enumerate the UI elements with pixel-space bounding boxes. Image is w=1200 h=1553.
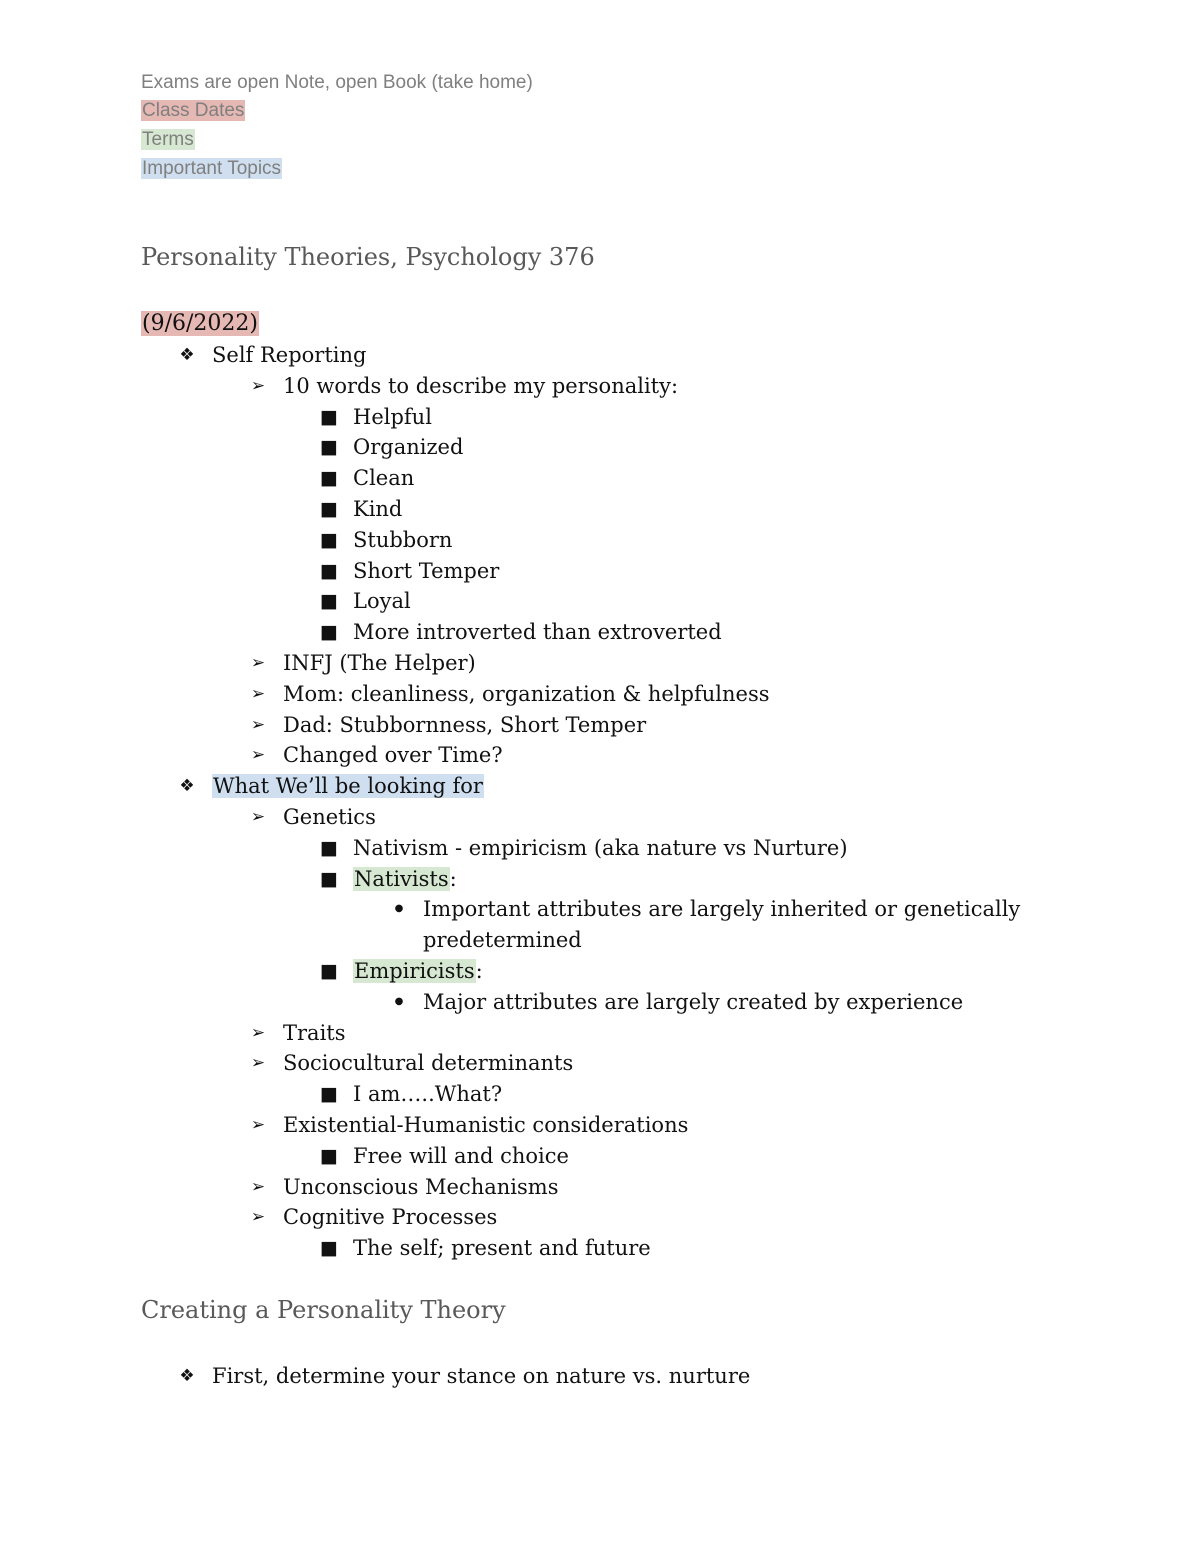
- outline-item-text: First, determine your stance on nature vs. nurture: [212, 1364, 751, 1388]
- outline-item-level-2: [283, 648, 476, 678]
- square-bullet-icon: ■: [320, 467, 338, 490]
- arrow-bullet-icon: ➢: [250, 683, 266, 704]
- outline-item-text: Kind: [353, 497, 403, 521]
- outline-item-text: Important attributes are largely inherited or genetically: [423, 897, 1021, 922]
- exam-note: Exams are open Note, open Book (take home): [141, 72, 533, 93]
- outline-item-text: INFJ (The Helper): [283, 651, 476, 675]
- arrow-bullet-icon: ➢: [250, 1176, 266, 1197]
- outline-item-level-1: [212, 340, 366, 370]
- outline-item-text: Nativists: [354, 866, 449, 891]
- outline-item-level-3: [353, 556, 499, 586]
- outline-item-level-2: [283, 1110, 688, 1140]
- square-bullet-icon: ■: [320, 1083, 338, 1106]
- outline-item-level-3: [353, 463, 414, 493]
- square-bullet-icon: ■: [320, 590, 338, 613]
- outline-item-level-4: [423, 987, 963, 1017]
- outline-item-text: Self Reporting: [212, 343, 367, 367]
- outline-item-text: Cognitive Processes: [283, 1205, 498, 1230]
- outline-item-level-2: [283, 802, 376, 832]
- outline-item-level-3: [353, 586, 411, 616]
- outline-item-level-1: [212, 771, 484, 801]
- outline-item-level-3: [353, 833, 848, 863]
- outline-item-text: Stubborn: [353, 527, 453, 552]
- outline-item-level-1: [212, 1361, 750, 1391]
- outline-item-text: Genetics: [283, 805, 376, 829]
- outline-item-level-3: [353, 1233, 651, 1263]
- outline-item-text: Nativism - empiricism (aka nature vs Nurture): [353, 835, 848, 860]
- outline-item-text: Major attributes are largely created by experience: [423, 989, 964, 1014]
- outline-item-level-2: [283, 1048, 573, 1078]
- outline-item-text: Loyal: [353, 589, 411, 614]
- square-bullet-icon: ■: [320, 960, 338, 982]
- square-bullet-icon: ■: [320, 528, 338, 551]
- outline-item-text: Short Temper: [353, 558, 500, 583]
- diamond-bullet-icon: ❖: [179, 1366, 195, 1386]
- outline-item-suffix: :: [449, 866, 457, 891]
- outline-item-level-4: [423, 894, 1020, 924]
- arrow-bullet-icon: ➢: [250, 1207, 266, 1228]
- arrow-bullet-icon: ➢: [250, 807, 266, 827]
- outline-item-text: Mom: cleanliness, organization & helpfulness: [283, 681, 770, 706]
- legend-class-dates-label: Class Dates: [142, 100, 245, 121]
- outline-item-text: Traits: [283, 1020, 346, 1045]
- outline-item-text: Helpful: [353, 404, 432, 429]
- outline-item-level-4: [423, 925, 582, 955]
- outline-item-level-3: [353, 402, 432, 432]
- outline-item-text: Clean: [353, 466, 415, 491]
- square-bullet-icon: ■: [320, 559, 338, 582]
- arrow-bullet-icon: ➢: [250, 1053, 266, 1074]
- outline-item-text: What We’ll be looking for: [213, 774, 483, 799]
- dot-bullet-icon: ●: [394, 903, 404, 915]
- outline-item-text: I am…..What?: [353, 1082, 503, 1107]
- outline-item-text: Free will and choice: [353, 1143, 569, 1168]
- outline-item-text: 10 words to describe my personality:: [283, 373, 679, 398]
- outline-item-level-3: [353, 525, 452, 555]
- outline-item-text: Changed over Time?: [283, 743, 503, 768]
- page-title: Personality Theories, Psychology 376: [141, 243, 595, 271]
- outline-item-level-2: [283, 710, 646, 740]
- diamond-bullet-icon: ❖: [179, 776, 195, 797]
- outline-item-level-2: [283, 1018, 346, 1048]
- outline-item-level-2: [283, 679, 770, 709]
- arrow-bullet-icon: ➢: [250, 745, 266, 766]
- legend-important-topics: [141, 156, 282, 182]
- outline-item-text: More introverted than extroverted: [353, 620, 722, 645]
- outline-item-text: The self; present and future: [353, 1236, 651, 1261]
- outline-item-level-3: [353, 956, 483, 986]
- section-heading: Creating a Personality Theory: [141, 1296, 506, 1324]
- outline-item-level-3: [353, 494, 402, 524]
- square-bullet-icon: ■: [320, 621, 338, 644]
- square-bullet-icon: ■: [320, 405, 338, 428]
- outline-item-text: predetermined: [423, 928, 582, 953]
- outline-item-level-2: [283, 740, 503, 770]
- arrow-bullet-icon: ➢: [250, 1115, 266, 1135]
- square-bullet-icon: ■: [320, 498, 338, 520]
- square-bullet-icon: ■: [320, 436, 338, 459]
- outline-item-text: Organized: [353, 435, 464, 460]
- outline-item-text: Dad: Stubbornness, Short Temper: [283, 712, 647, 737]
- outline-item-level-3: [353, 432, 463, 462]
- diamond-bullet-icon: ❖: [179, 345, 195, 365]
- arrow-bullet-icon: ➢: [250, 714, 266, 735]
- square-bullet-icon: ■: [320, 867, 338, 890]
- legend-important-topics-label: Important Topics: [142, 158, 282, 179]
- class-date: [141, 309, 259, 339]
- outline-item-level-2: [283, 1202, 497, 1232]
- outline-item-level-2: [283, 1172, 558, 1202]
- outline-item-text: Existential-Humanistic considerations: [283, 1113, 689, 1137]
- outline-item-level-2: [283, 371, 678, 401]
- outline-item-suffix: :: [475, 959, 483, 983]
- outline-item-level-3: [353, 1141, 569, 1171]
- outline-item-level-3: [353, 1079, 502, 1109]
- arrow-bullet-icon: ➢: [250, 375, 266, 396]
- class-date-label: (9/6/2022): [142, 311, 258, 336]
- legend-class-dates: [141, 98, 245, 124]
- outline-item-level-3: [353, 617, 722, 647]
- legend-terms: [141, 127, 195, 153]
- arrow-bullet-icon: ➢: [250, 1022, 266, 1043]
- outline-item-text: Sociocultural determinants: [283, 1051, 574, 1076]
- square-bullet-icon: ■: [320, 1237, 338, 1260]
- arrow-bullet-icon: ➢: [250, 653, 266, 673]
- outline-item-text: Empiricists: [354, 959, 475, 983]
- square-bullet-icon: ■: [320, 836, 338, 859]
- dot-bullet-icon: ●: [394, 995, 404, 1007]
- legend-terms-label: Terms: [142, 129, 194, 150]
- square-bullet-icon: ■: [320, 1144, 338, 1167]
- outline-item-text: Unconscious Mechanisms: [283, 1174, 559, 1199]
- outline-item-level-3: [353, 864, 457, 894]
